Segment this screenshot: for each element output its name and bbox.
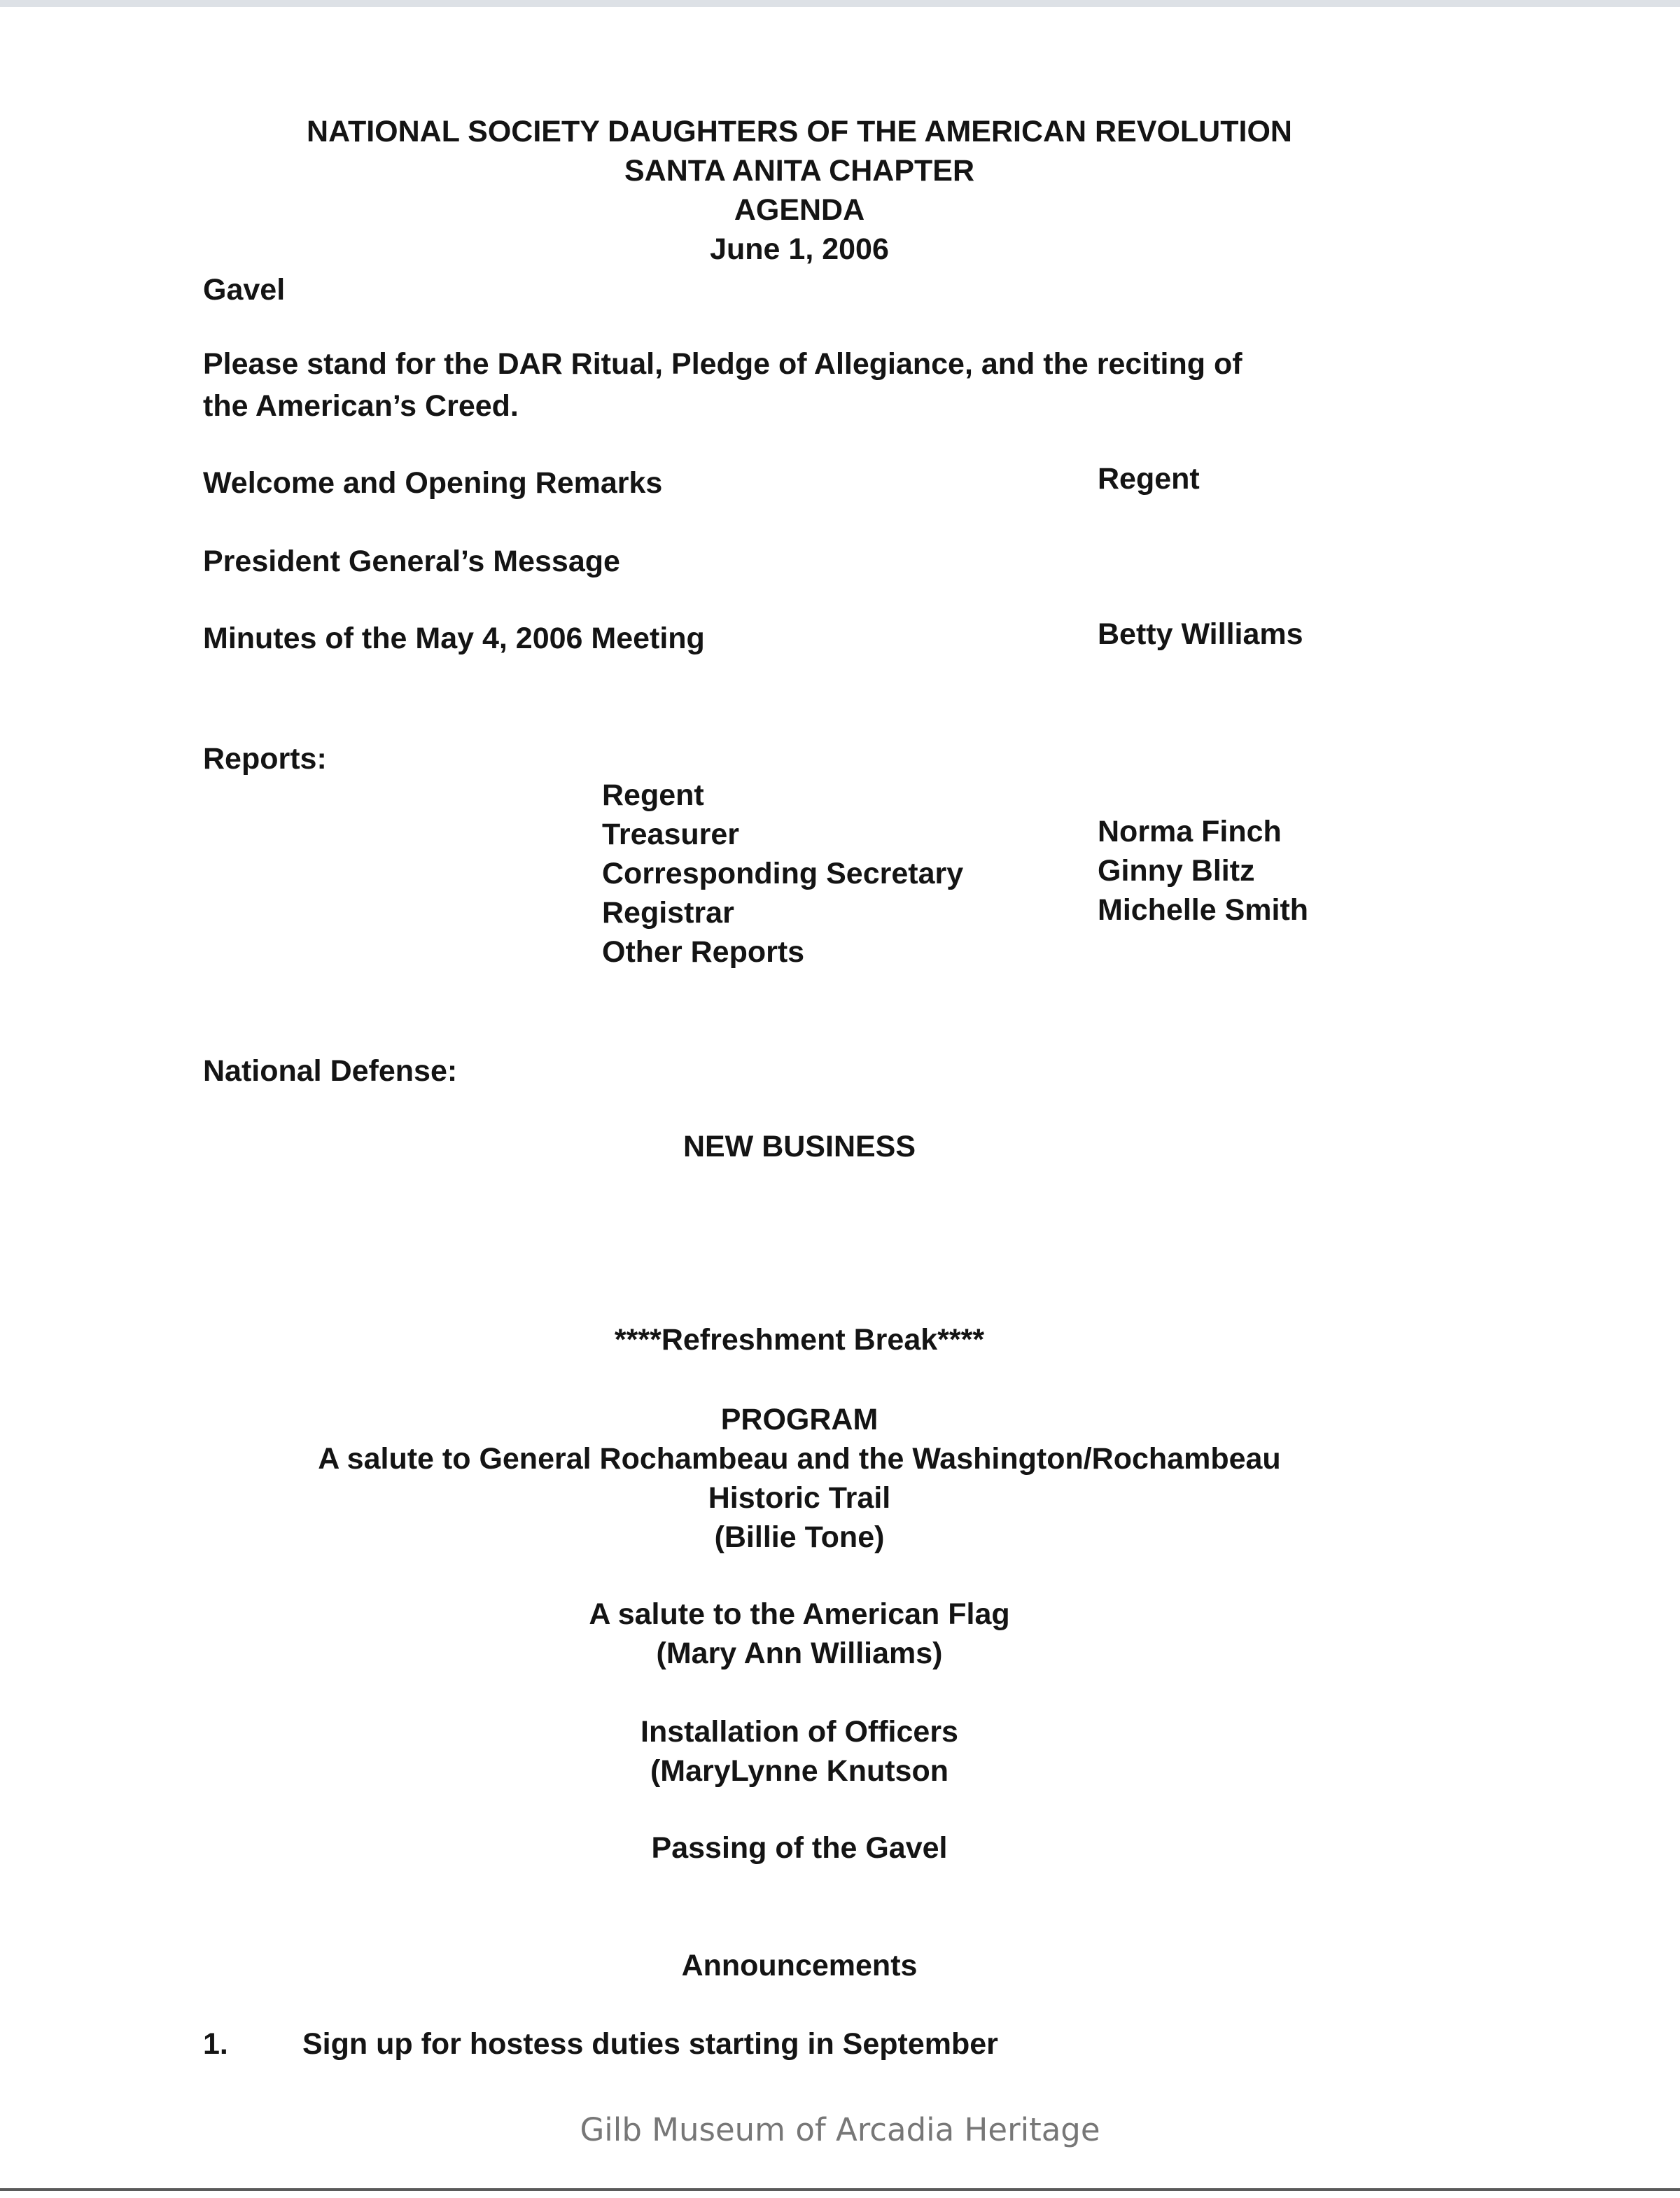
stand-instruction-line1: Please stand for the DAR Ritual, Pledge of Allegiance, and the reciting of [203,347,1242,381]
national-defense-heading: National Defense: [203,1054,458,1088]
report-row-label: Other Reports [602,935,805,969]
museum-watermark: Gilb Museum of Arcadia Heritage [580,2111,1100,2148]
refreshment-break: ****Refreshment Break**** [614,1323,985,1357]
program-salute-rochambeau-line1: A salute to General Rochambeau and the Washington/Rochambeau [318,1442,1281,1476]
reports-heading: Reports: [203,742,327,776]
program-heading: PROGRAM [720,1403,878,1436]
program-salute-rochambeau-line2: Historic Trail [708,1481,891,1515]
report-row-person: Michelle Smith [1098,893,1309,927]
program-installation-presenter: (MaryLynne Knutson [650,1754,949,1788]
program-salute-flag: A salute to the American Flag [589,1597,1010,1631]
agenda-title: AGENDA [734,193,865,227]
announcements-heading: Announcements [681,1949,918,1982]
announcement-number: 1. [203,2027,228,2061]
report-row-label: Treasurer [602,818,740,851]
chapter-title: SANTA ANITA CHAPTER [624,154,975,188]
program-salute-rochambeau-presenter: (Billie Tone) [714,1520,885,1554]
report-row-label: Corresponding Secretary [602,857,964,890]
report-row-person: Norma Finch [1098,815,1282,848]
scan-top-edge [0,0,1680,7]
gavel-item: Gavel [203,273,286,307]
president-message-item: President General’s Message [203,545,620,578]
welcome-presenter: Regent [1098,462,1200,496]
report-row-person: Ginny Blitz [1098,854,1255,888]
report-row-label: Registrar [602,896,734,930]
program-passing-gavel: Passing of the Gavel [651,1831,948,1865]
minutes-item: Minutes of the May 4, 2006 Meeting [203,622,705,655]
minutes-presenter: Betty Williams [1098,617,1303,651]
welcome-item: Welcome and Opening Remarks [203,466,663,500]
agenda-date: June 1, 2006 [710,232,889,266]
announcement-text: Sign up for hostess duties starting in September [302,2027,998,2061]
program-installation: Installation of Officers [640,1715,958,1749]
organization-title: NATIONAL SOCIETY DAUGHTERS OF THE AMERICAN REVOLUTION [307,115,1292,148]
scan-bottom-edge [0,2188,1680,2191]
report-row-label: Regent [602,778,704,812]
stand-instruction-line2: the American’s Creed. [203,389,519,423]
program-salute-flag-presenter: (Mary Ann Williams) [656,1637,943,1670]
new-business-heading: NEW BUSINESS [682,1130,916,1163]
